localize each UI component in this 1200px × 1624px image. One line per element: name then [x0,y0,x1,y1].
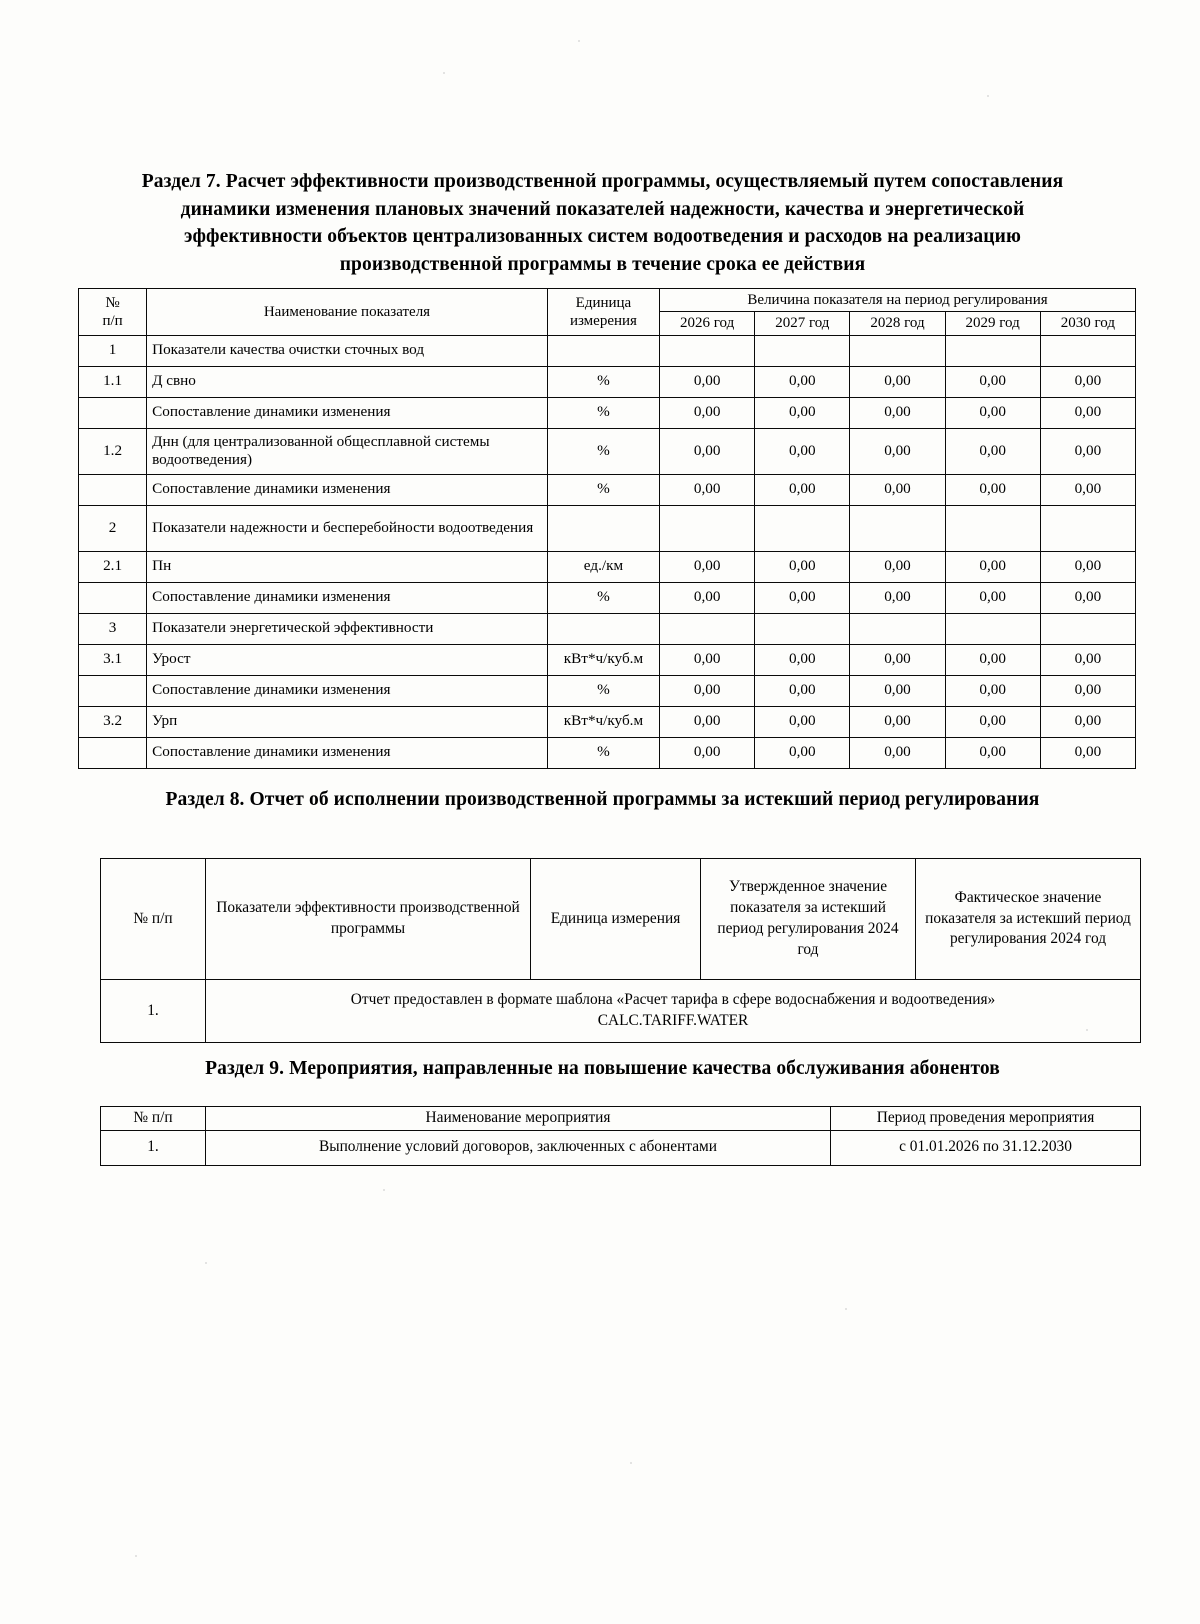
row-value-2026 [660,505,755,551]
row-value-2028 [850,613,945,644]
row-value-2029: 0,00 [945,397,1040,428]
row-value-2030: 0,00 [1040,551,1135,582]
row-value-2027: 0,00 [755,706,850,737]
row-unit [547,335,659,366]
row-name: Урп [147,706,548,737]
row-value-2030 [1040,335,1135,366]
row-value-2030: 0,00 [1040,474,1135,505]
header-year-2029: 2029 год [945,312,1040,335]
table-row [79,428,1136,474]
row-num: 3.2 [79,706,147,737]
row-value-2026: 0,00 [660,397,755,428]
row-value-2028: 0,00 [850,675,945,706]
table-row [79,551,1136,582]
row-num: 1.1 [79,366,147,397]
header-indicators: Показатели эффективности производственной программы [206,859,531,980]
section-9-table [100,1106,1141,1166]
row-unit: % [547,582,659,613]
row-report-note [206,980,1141,1043]
report-note-line1: Отчет предоставлен в формате шаблона «Расчет тарифа в сфере водоснабжения и водоотведения» [350,991,996,1009]
row-value-2027: 0,00 [755,644,850,675]
row-value-2026: 0,00 [660,737,755,768]
row-value-2026 [660,335,755,366]
row-unit: % [547,474,659,505]
row-value-2026: 0,00 [660,675,755,706]
header-num: № п/п [101,1107,206,1131]
row-value-2027: 0,00 [755,582,850,613]
header-num: № п/п [101,859,206,980]
row-num [79,737,147,768]
table-row [79,397,1136,428]
section-8-table [100,858,1141,1043]
row-name: Д свно [147,366,548,397]
row-value-2027: 0,00 [755,551,850,582]
row-num: 1. [101,1130,206,1165]
row-value-2029: 0,00 [945,675,1040,706]
row-value-2030: 0,00 [1040,675,1135,706]
row-measure-period: с 01.01.2026 по 31.12.2030 [831,1130,1141,1165]
row-name: Сопоставление динамики изменения [147,474,548,505]
row-unit: % [547,366,659,397]
header-approved-value: Утвержденное значение показателя за истекший период регулирования 2024 год [701,859,916,980]
row-name: Показатели надежности и бесперебойности водоотведения [147,505,548,551]
row-name: Сопоставление динамики изменения [147,397,548,428]
row-value-2029: 0,00 [945,428,1040,474]
row-value-2026 [660,613,755,644]
row-value-2030: 0,00 [1040,706,1135,737]
row-value-2026: 0,00 [660,366,755,397]
table-row [79,582,1136,613]
scan-speck [630,1462,632,1464]
row-unit: % [547,428,659,474]
row-unit: ед./км [547,551,659,582]
row-value-2029: 0,00 [945,474,1040,505]
row-value-2027: 0,00 [755,428,850,474]
row-name: Показатели качества очистки сточных вод [147,335,548,366]
table-row [79,737,1136,768]
row-value-2027: 0,00 [755,366,850,397]
row-value-2030: 0,00 [1040,737,1135,768]
table-row [101,980,1141,1043]
row-measure-name: Выполнение условий договоров, заключенных с абонентами [206,1130,831,1165]
table-row [79,613,1136,644]
header-unit-line1: Единица [575,294,632,311]
table-row [79,675,1136,706]
row-value-2028 [850,335,945,366]
row-value-2030: 0,00 [1040,397,1135,428]
row-value-2028: 0,00 [850,582,945,613]
row-value-2028: 0,00 [850,644,945,675]
row-name: Урост [147,644,548,675]
table-row [101,1130,1141,1165]
row-name: Пн [147,551,548,582]
scan-speck [987,95,989,97]
row-value-2027 [755,335,850,366]
table-row [79,335,1136,366]
row-value-2029: 0,00 [945,706,1040,737]
table-row [79,706,1136,737]
table-row [79,474,1136,505]
row-num [79,582,147,613]
row-value-2028 [850,505,945,551]
header-unit [547,289,659,336]
row-num [79,474,147,505]
row-name: Показатели энергетической эффективности [147,613,548,644]
section-9-title: Раздел 9. Мероприятия, направленные на повышение качества обслуживания абонентов [205,1058,1000,1079]
table-row [79,505,1136,551]
row-unit: кВт*ч/куб.м [547,706,659,737]
row-value-2028: 0,00 [850,397,945,428]
table-row [79,366,1136,397]
row-name: Днн (для централизованной общесплавной системы водоотведения) [147,428,548,474]
section-7-table [78,288,1136,769]
row-value-2029: 0,00 [945,644,1040,675]
scan-speck [845,1308,847,1310]
scan-speck [205,1262,207,1264]
row-value-2026: 0,00 [660,428,755,474]
scan-speck [578,40,580,42]
row-unit: % [547,675,659,706]
row-value-2026: 0,00 [660,706,755,737]
row-num [79,675,147,706]
row-value-2029 [945,505,1040,551]
table-7-body [79,335,1136,768]
header-unit-line2: измерения [569,312,637,329]
row-num: 1.2 [79,428,147,474]
header-num-line2: п/п [102,312,123,329]
row-value-2029: 0,00 [945,582,1040,613]
header-year-2027: 2027 год [755,312,850,335]
row-value-2029 [945,613,1040,644]
row-num: 1. [101,980,206,1043]
row-value-2028: 0,00 [850,551,945,582]
row-value-2026: 0,00 [660,551,755,582]
header-num-line1: № [105,294,120,311]
row-unit [547,505,659,551]
row-value-2028: 0,00 [850,706,945,737]
row-num: 3 [79,613,147,644]
header-year-2026: 2026 год [660,312,755,335]
section-8-title: Раздел 8. Отчет об исполнении производственной программы за истекший период регулирования [165,789,1040,810]
report-note-line2: CALC.TARIFF.WATER [597,1012,749,1029]
row-num: 3.1 [79,644,147,675]
row-unit: кВт*ч/куб.м [547,644,659,675]
row-value-2027: 0,00 [755,737,850,768]
row-unit: % [547,397,659,428]
row-value-2029 [945,335,1040,366]
row-num: 2.1 [79,551,147,582]
row-value-2028: 0,00 [850,474,945,505]
header-unit: Единица измерения [531,859,701,980]
header-num [79,289,147,336]
row-value-2026: 0,00 [660,474,755,505]
table-9-body [101,1130,1141,1165]
row-value-2027: 0,00 [755,675,850,706]
header-year-2030: 2030 год [1040,312,1135,335]
table-8-body [101,980,1141,1043]
table-8-head [101,859,1141,980]
header-name: Наименование показателя [147,289,548,336]
row-value-2029: 0,00 [945,366,1040,397]
row-name: Сопоставление динамики изменения [147,737,548,768]
row-value-2028: 0,00 [850,366,945,397]
row-value-2026: 0,00 [660,644,755,675]
header-actual-value: Фактическое значение показателя за истекший период регулирования 2024 год [916,859,1141,980]
row-value-2030: 0,00 [1040,428,1135,474]
row-value-2027 [755,505,850,551]
scan-speck [383,1189,385,1191]
row-value-2028: 0,00 [850,737,945,768]
header-measure-name: Наименование мероприятия [206,1107,831,1131]
row-value-2027: 0,00 [755,397,850,428]
row-value-2028: 0,00 [850,428,945,474]
row-value-2026: 0,00 [660,582,755,613]
row-value-2027 [755,613,850,644]
row-unit [547,613,659,644]
row-num: 1 [79,335,147,366]
scan-speck [443,72,445,74]
header-period-group: Величина показателя на период регулирования [660,289,1136,312]
row-value-2030: 0,00 [1040,582,1135,613]
scan-speck [135,1555,137,1557]
row-num [79,397,147,428]
header-year-2028: 2028 год [850,312,945,335]
row-unit: % [547,737,659,768]
section-7-title: Раздел 7. Расчет эффективности производственной программы, осуществляемый путем сопоставления динамики изменения плановых значений показателей надежности, качества и энергетической эффективности объектов централизованных систем водоотведения и расходов на реализацию производственной программы в течение срока ее действия [141,171,1064,276]
table-7-head [79,289,1136,336]
row-value-2030: 0,00 [1040,366,1135,397]
row-value-2027: 0,00 [755,474,850,505]
row-value-2029: 0,00 [945,737,1040,768]
row-value-2029: 0,00 [945,551,1040,582]
row-name: Сопоставление динамики изменения [147,675,548,706]
row-value-2030: 0,00 [1040,644,1135,675]
row-value-2030 [1040,505,1135,551]
table-9-head [101,1107,1141,1131]
header-measure-period: Период проведения мероприятия [831,1107,1141,1131]
row-num: 2 [79,505,147,551]
row-name: Сопоставление динамики изменения [147,582,548,613]
table-row [79,644,1136,675]
row-value-2030 [1040,613,1135,644]
